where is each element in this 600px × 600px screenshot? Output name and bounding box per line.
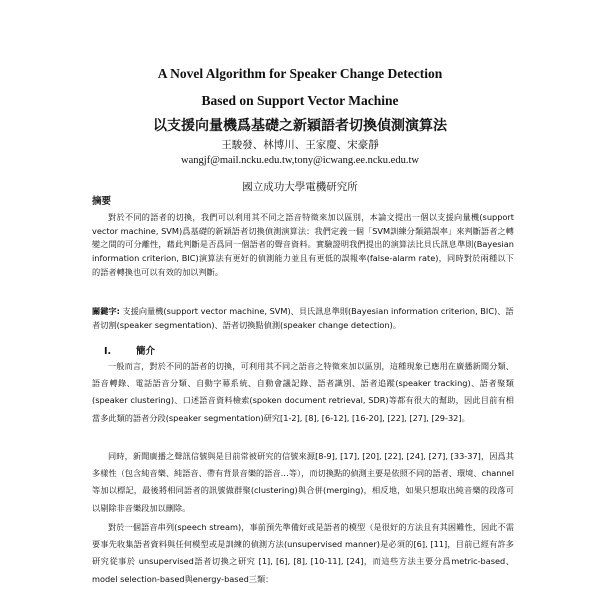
- section-heading-introduction: [104, 343, 155, 357]
- paper-title-en-line2: Based on Support Vector Machine: [201, 93, 399, 108]
- keywords-label: 關鍵字:: [92, 306, 120, 316]
- author-emails: wangjf@mail.ncku.edu.tw,tony@icwang.ee.ncku.edu.tw: [181, 155, 419, 166]
- paper-title-en-line1: A Novel Algorithm for Speaker Change Detection: [157, 66, 443, 81]
- abstract-heading: 摘要: [92, 196, 112, 207]
- section-number: I.: [104, 346, 112, 357]
- affiliation: 國立成功大學電機研究所: [242, 181, 358, 193]
- section-title: 簡介: [136, 346, 156, 357]
- body-paragraph-1: 一般而言，對於不同的語者的切換，可利用其不同之語音之特徵來加以區別，這種現象已應用在廣播新聞分類、語音轉錄、電話語音分類、自動字幕系統、自動會議記錄、語者識別、語者追蹤(speaker tracking)、語者聚類(speaker clustering)、口述語音資料檢索(spoken document retrieval, SDR)等都有很大的幫助，因此目前有相當多此類的語者分段(speaker segmentation)研究[1-2], [8], [6-12], [16-20], [22], [27], [29-32]。: [92, 361, 514, 423]
- author-list: 王駿發、林博川、王家慶、宋豪靜: [221, 139, 379, 151]
- body-paragraph-2: 同時，新聞廣播之聲訊信號與是目前常被研究的信號來源[8-9], [17], [20], [22], [24], [27], [33-37]，因爲其多樣性（包含純音樂、純語音、帶有背景音樂的語音…等），而切換點的偵測主要是依照不同的語者、環境、channel等加以標記，最後將相同語者的訊號做群聚(clustering)與合併(merging)，相反地，如果只想取出純音樂的段落可以剔除非音樂段加以刪除。: [92, 451, 514, 513]
- keywords-text: 支援向量機(support vector machine, SVM)、貝氏訊息準則(Bayesian information criterion, BIC)、語者切割(speaker segmentation)、語者切換點偵測(speaker change detection)。: [92, 306, 514, 330]
- paper-title-zh: 以支援向量機爲基礎之新穎語者切換偵測演算法: [153, 118, 447, 134]
- keywords: [92, 305, 514, 332]
- abstract-text: 對於不同的語者的切換，我們可以利用其不同之語音特徵來加以區別，本論文提出一個以支援向量機(support vector machine, SVM)爲基礎的新穎語者切換偵測演算法：我們定義一個「SVM訓練分類錯誤率」來判斷語者之轉變之間的可分離性，藉此判斷是否爲同一個語者的聲音資料。實驗證明我們提出的演算法比貝氏訊息準則(Bayesian information criterion, BIC)演算法有更好的偵測能力並且有更低的誤報率(false-alarm rate)，同時對於兩種以下的語者轉換也可以有效的加以判斷。: [92, 212, 514, 277]
- body-paragraph-3: 對於一個語音串列(speech stream)，事前預先準備好或是語者的模型（是很好的方法且有其困難性，因此不需要事先收集語者資料與任何模型或是訓練的偵測方法(unsupervised manner)是必須的[6], [11]，目前已經有許多研究從事於 unsupervised語者切換之研究 [1], [6], [8], [10-11], [24]，而這些方法主要分爲metric-based、model selection-based與energy-based三類：: [92, 522, 514, 584]
